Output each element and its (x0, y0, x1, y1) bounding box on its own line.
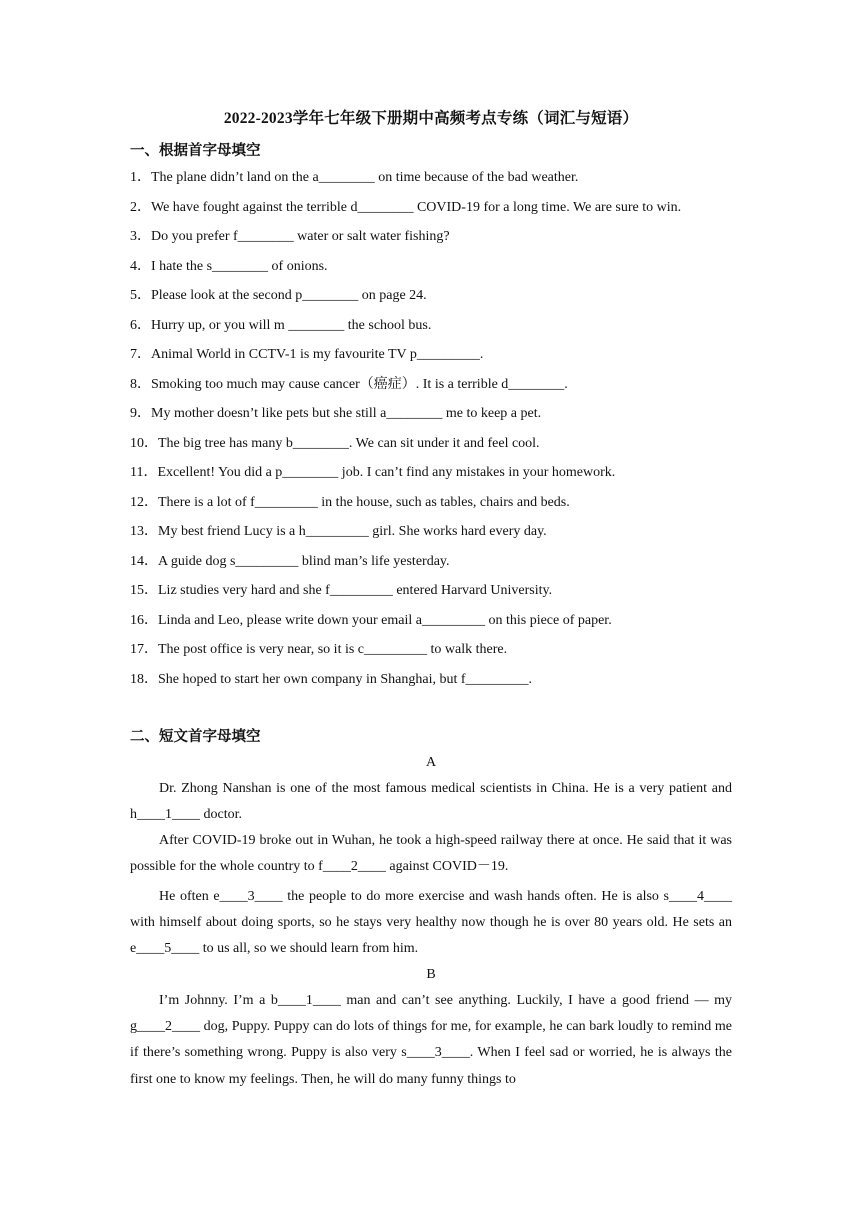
question-item (130, 375, 681, 405)
question-text: The post office is very near, so it is c_________ to walk there. (158, 642, 508, 657)
question-number: 18． (130, 671, 158, 687)
question-text: Excellent! You did a p________ job. I can’t find any mistakes in your homework. (157, 465, 616, 480)
question-item (130, 670, 681, 700)
question-number: 7． (130, 347, 151, 362)
question-text: Smoking too much may cause cancer（癌症）. It is a terrible d________. (151, 376, 568, 392)
section-2-heading: 二、短文首字母填空 (130, 729, 261, 745)
question-item (130, 404, 681, 434)
passage-a-paragraph-1: Dr. Zhong Nanshan is one of the most famous medical scientists in China. He is a very patient and h____1____ doctor. (130, 781, 732, 823)
question-number: 15． (130, 583, 158, 598)
question-number: 14． (130, 553, 158, 569)
passage-a-label: A (425, 755, 437, 770)
question-item (130, 522, 681, 552)
question-item (130, 316, 681, 346)
question-item (130, 345, 681, 375)
question-item (130, 552, 681, 582)
passage-a-paragraph-3: He often e____3____ the people to do more exercise and wash hands often. He is also s____4____ with himself about doing sports, so he stays very healthy now though he is over 80 years old. He sets an e____5____ to us all, so we should learn from him. (130, 889, 732, 957)
question-item (130, 198, 681, 228)
question-text: Hurry up, or you will m ________ the school bus. (151, 317, 432, 333)
question-number: 3． (130, 229, 151, 244)
question-text: Liz studies very hard and she f_________ entered Harvard University. (158, 583, 553, 598)
question-text: The big tree has many b________. We can sit under it and feel cool. (158, 435, 540, 451)
question-text: There is a lot of f_________ in the house, such as tables, chairs and beds. (158, 494, 570, 510)
question-text: I hate the s________ of onions. (151, 258, 328, 274)
passage-b-label: B (426, 967, 436, 982)
question-item (130, 434, 681, 464)
question-item (130, 611, 681, 641)
question-number: 5． (130, 288, 151, 303)
page-title: 2022-2023学年七年级下册期中高频考点专练（词汇与短语） (223, 110, 639, 127)
question-number: 16． (130, 612, 158, 628)
question-text: Do you prefer f________ water or salt water fishing? (151, 229, 450, 244)
question-number: 11． (130, 465, 158, 480)
question-item (130, 493, 681, 523)
question-text: She hoped to start her own company in Shanghai, but f_________. (158, 671, 533, 687)
question-item (130, 168, 681, 198)
question-number: 13． (130, 524, 158, 539)
question-number: 1． (130, 170, 151, 185)
section-1-heading: 一、根据首字母填空 (130, 143, 261, 159)
question-text: My best friend Lucy is a h_________ girl. She works hard every day. (158, 524, 547, 539)
passage-a-paragraph-2: After COVID-19 broke out in Wuhan, he took a high-speed railway there at once. He said that it was possible for the whole country to f____2____ against COVID－19. (130, 833, 732, 875)
question-text: Linda and Leo, please write down your email a_________ on this piece of paper. (158, 612, 612, 628)
question-number: 2． (130, 199, 151, 215)
question-text: Please look at the second p________ on page 24. (151, 288, 427, 303)
question-number: 6． (130, 317, 151, 333)
question-text: My mother doesn’t like pets but she still a________ me to keep a pet. (151, 406, 542, 421)
question-item (130, 286, 681, 316)
question-item (130, 463, 681, 493)
question-number: 8． (130, 376, 151, 392)
question-item (130, 257, 681, 287)
question-number: 17． (130, 642, 158, 657)
question-list (130, 168, 681, 699)
question-text: We have fought against the terrible d________ COVID-19 for a long time. We are sure to win. (151, 199, 682, 215)
question-item (130, 227, 681, 257)
question-item (130, 581, 681, 611)
question-text: A guide dog s_________ blind man’s life yesterday. (158, 553, 450, 569)
question-item (130, 640, 681, 670)
question-number: 9． (130, 406, 151, 421)
question-number: 10． (130, 435, 158, 451)
question-text: The plane didn’t land on the a________ on time because of the bad weather. (151, 170, 579, 185)
question-number: 12． (130, 494, 158, 510)
passage-b-paragraph-1: I’m Johnny. I’m a b____1____ man and can’t see anything. Luckily, I have a good friend — my g____2____ dog, Puppy. Puppy can do lots of things for me, for example, he can bark loudly to remind me if there’s something wrong. Puppy is also very s____3____. When I feel sad or worried, he is always the first one to know my feelings. Then, he will do many funny things to (130, 993, 732, 1087)
question-text: Animal World in CCTV-1 is my favourite TV p_________. (151, 347, 484, 362)
question-number: 4． (130, 258, 151, 274)
